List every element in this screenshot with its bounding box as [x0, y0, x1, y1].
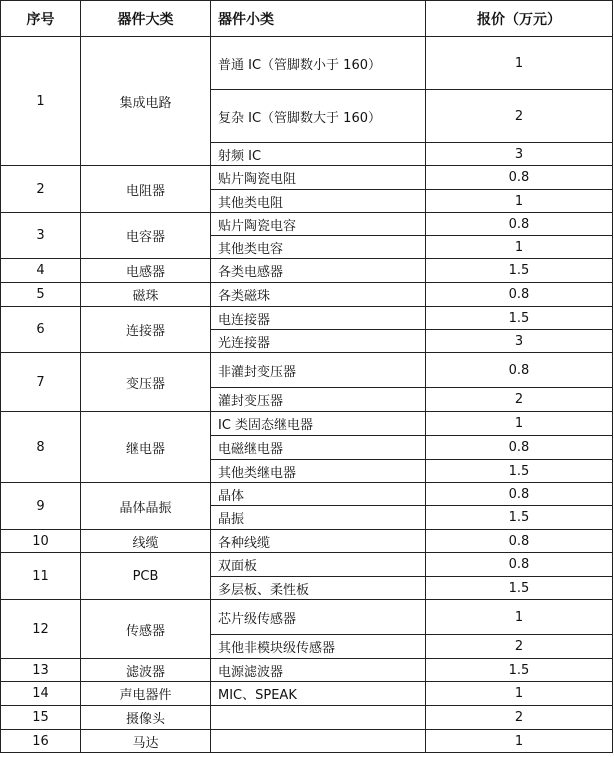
category-cell: 线缆: [81, 530, 211, 553]
category-cell: 电阻器: [81, 166, 211, 213]
header-row: [1, 1, 613, 37]
price-cell: 0.8: [426, 213, 613, 236]
price-cell: 1: [426, 190, 613, 213]
table-row: [1, 213, 613, 236]
table-row: [1, 259, 613, 283]
subcategory-cell: MIC、SPEAK: [211, 682, 426, 706]
subcategory-cell: 贴片陶瓷电容: [211, 213, 426, 236]
row-number-cell: 12: [1, 600, 81, 659]
table-row: [1, 553, 613, 577]
category-cell: PCB: [81, 553, 211, 600]
price-cell: 1: [426, 682, 613, 706]
price-cell: 0.8: [426, 483, 613, 506]
price-cell: 1: [426, 600, 613, 635]
subcategory-cell: 复杂 IC（管脚数大于 160）: [211, 90, 426, 143]
row-number-cell: 7: [1, 353, 81, 412]
table-row: [1, 353, 613, 388]
subcategory-cell: 射频 IC: [211, 143, 426, 166]
price-cell: 1: [426, 412, 613, 436]
category-cell: 继电器: [81, 412, 211, 483]
price-cell: 2: [426, 90, 613, 143]
subcategory-cell: 其他类电容: [211, 236, 426, 259]
subcategory-cell: 其他类电阻: [211, 190, 426, 213]
row-number-cell: 9: [1, 483, 81, 530]
row-number-cell: 14: [1, 682, 81, 706]
row-number-cell: 11: [1, 553, 81, 600]
row-number-cell: 13: [1, 659, 81, 682]
price-cell: 1.5: [426, 460, 613, 483]
header-subcategory: 器件小类: [211, 1, 426, 37]
subcategory-cell: 贴片陶瓷电阻: [211, 166, 426, 190]
price-cell: 0.8: [426, 530, 613, 553]
table-row: [1, 483, 613, 506]
subcategory-cell: 芯片级传感器: [211, 600, 426, 635]
category-cell: 马达: [81, 730, 211, 753]
row-number-cell: 2: [1, 166, 81, 213]
table-row: [1, 682, 613, 706]
price-cell: 3: [426, 330, 613, 353]
subcategory-cell: 晶振: [211, 506, 426, 530]
price-cell: 1: [426, 730, 613, 753]
row-number-cell: 15: [1, 706, 81, 730]
subcategory-cell: 其他类继电器: [211, 460, 426, 483]
price-cell: 0.8: [426, 166, 613, 190]
header-category: 器件大类: [81, 1, 211, 37]
subcategory-cell: 晶体: [211, 483, 426, 506]
category-cell: 磁珠: [81, 283, 211, 307]
category-cell: 连接器: [81, 307, 211, 353]
subcategory-cell: 各种线缆: [211, 530, 426, 553]
table-row: [1, 37, 613, 90]
row-number-cell: 6: [1, 307, 81, 353]
row-number-cell: 5: [1, 283, 81, 307]
table-row: [1, 730, 613, 753]
subcategory-cell: IC 类固态继电器: [211, 412, 426, 436]
category-cell: 变压器: [81, 353, 211, 412]
row-number-cell: 16: [1, 730, 81, 753]
category-cell: 滤波器: [81, 659, 211, 682]
price-cell: 1.5: [426, 307, 613, 330]
table-row: [1, 307, 613, 330]
price-cell: 0.8: [426, 436, 613, 460]
header-price: 报价（万元）: [426, 1, 613, 37]
price-cell: 2: [426, 635, 613, 659]
price-cell: 0.8: [426, 283, 613, 307]
price-cell: 1.5: [426, 577, 613, 600]
row-number-cell: 1: [1, 37, 81, 166]
category-cell: 电容器: [81, 213, 211, 259]
subcategory-cell: 灌封变压器: [211, 388, 426, 412]
table-row: [1, 530, 613, 553]
category-cell: 集成电路: [81, 37, 211, 166]
subcategory-cell: 非灌封变压器: [211, 353, 426, 388]
category-cell: 传感器: [81, 600, 211, 659]
table-row: [1, 706, 613, 730]
subcategory-cell: 普通 IC（管脚数小于 160）: [211, 37, 426, 90]
subcategory-cell: 电磁继电器: [211, 436, 426, 460]
table-row: [1, 412, 613, 436]
price-cell: 0.8: [426, 353, 613, 388]
row-number-cell: 10: [1, 530, 81, 553]
price-cell: 0.8: [426, 553, 613, 577]
subcategory-cell: 双面板: [211, 553, 426, 577]
subcategory-cell: 电连接器: [211, 307, 426, 330]
price-cell: 1.5: [426, 659, 613, 682]
row-number-cell: 3: [1, 213, 81, 259]
table-body: [1, 37, 613, 753]
subcategory-cell: [211, 730, 426, 753]
table-row: [1, 659, 613, 682]
header-no: 序号: [1, 1, 81, 37]
subcategory-cell: 各类磁珠: [211, 283, 426, 307]
category-cell: 声电器件: [81, 682, 211, 706]
price-cell: 2: [426, 706, 613, 730]
table-row: [1, 283, 613, 307]
subcategory-cell: 其他非模块级传感器: [211, 635, 426, 659]
price-cell: 1.5: [426, 506, 613, 530]
price-cell: 3: [426, 143, 613, 166]
price-cell: 1: [426, 37, 613, 90]
price-cell: 2: [426, 388, 613, 412]
table-row: [1, 166, 613, 190]
subcategory-cell: 光连接器: [211, 330, 426, 353]
row-number-cell: 8: [1, 412, 81, 483]
subcategory-cell: [211, 706, 426, 730]
category-cell: 摄像头: [81, 706, 211, 730]
price-cell: 1: [426, 236, 613, 259]
row-number-cell: 4: [1, 259, 81, 283]
price-cell: 1.5: [426, 259, 613, 283]
subcategory-cell: 各类电感器: [211, 259, 426, 283]
category-cell: 电感器: [81, 259, 211, 283]
subcategory-cell: 多层板、柔性板: [211, 577, 426, 600]
table-row: [1, 600, 613, 635]
subcategory-cell: 电源滤波器: [211, 659, 426, 682]
category-cell: 晶体晶振: [81, 483, 211, 530]
